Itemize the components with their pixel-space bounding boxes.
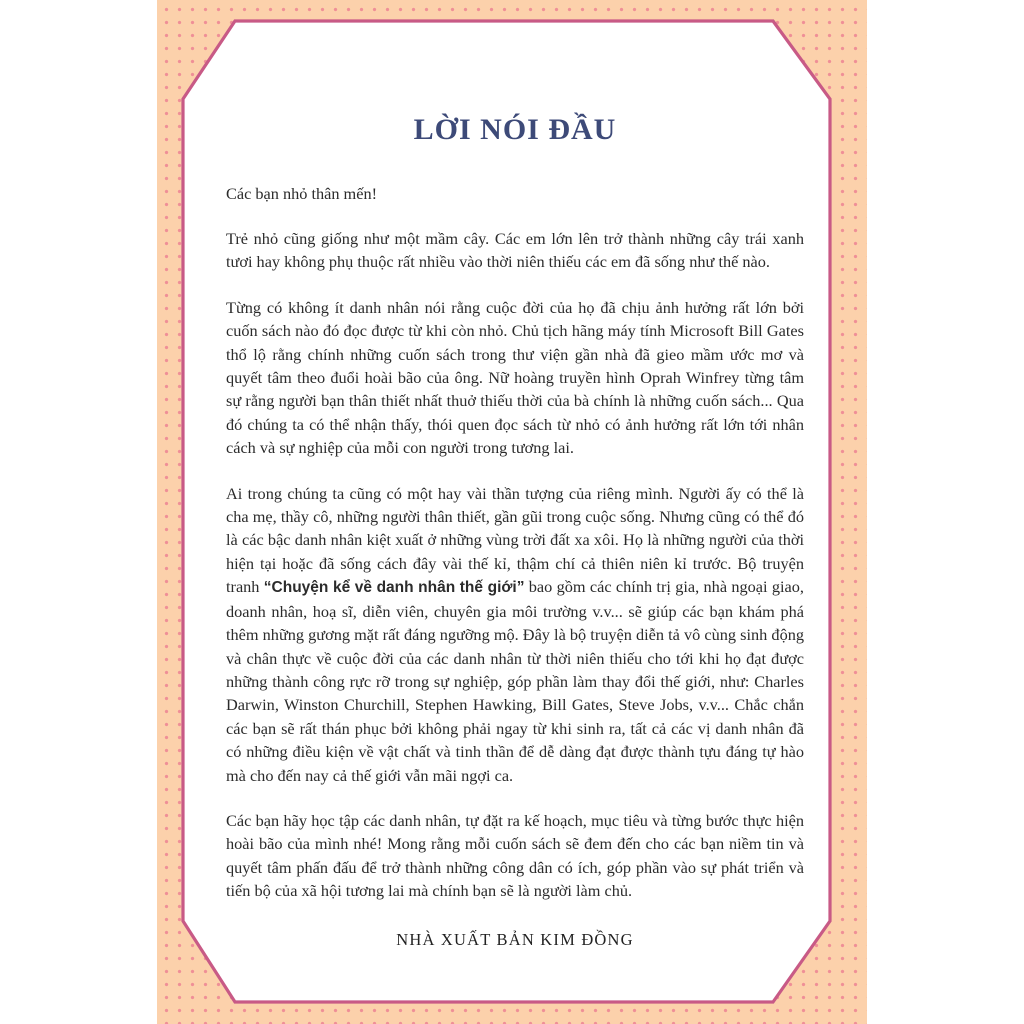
paragraph-1: Trẻ nhỏ cũng giống như một mầm cây. Các em lớn lên trở thành những cây trái xanh tươi hay không phụ thuộc rất nhiều vào thời niên thiếu các em đã sống như thế nào. xyxy=(226,229,804,272)
greeting-line: Các bạn nhỏ thân mến! xyxy=(226,184,378,203)
preface-content xyxy=(226,105,804,950)
paragraph-2: Từng có không ít danh nhân nói rằng cuộc đời của họ đã chịu ảnh hưởng rất lớn bởi cuốn sách nào đó đọc được từ khi còn nhỏ. Chủ tịch hãng máy tính Microsoft Bill Gates thổ lộ rằng chính những cuốn sách trong thư viện gần nhà đã gieo mầm ước mơ và quyết tâm theo đuổi hoài bão của ông. Nữ hoàng truyền hình Oprah Winfrey từng tâm sự rằng người bạn thân thiết nhất thuở thiếu thời của bà chính là những cuốn sách... Qua đó chúng ta có thể nhận thấy, thói quen đọc sách từ nhỏ có ảnh hưởng rất lớn tới nhân cách và sự nghiệp của mỗi con người trong tương lai. xyxy=(226,297,804,458)
paragraph-3-rest: bao gồm các chính trị gia, nhà ngoại giao, doanh nhân, hoạ sĩ, diễn viên, chuyên gia môi trường v.v... sẽ giúp các bạn khám phá thêm những gương mặt rất đáng ngưỡng mộ. Đây là bộ truyện diễn tả vô cùng sinh động và chân thực về cuộc đời của các danh nhân từ thời niên thiếu cho tới khi họ đạt được những thành công rực rỡ trong sự nghiệp, góp phần làm thay đổi thế giới, như: Charles Darwin, Winston Churchill, Stephen Hawking, Bill Gates, Steve Jobs, v.v... Chắc chắn các bạn sẽ rất thán phục bởi không phải ngay từ khi sinh ra, tất cả các vị danh nhân đã có những điều kiện về vật chất và tinh thần để dễ dàng đạt được thành tựu đáng tự hào mà cho đến nay cả thế giới vẫn mãi ngợi ca. xyxy=(226,577,804,785)
series-title: “Chuyện kể về danh nhân thế giới” xyxy=(263,579,525,597)
dotted-page-background xyxy=(157,0,867,1024)
paragraph-3-intro: Ai trong chúng ta cũng có một hay vài thần tượng của riêng mình. Người ấy có thể là cha mẹ, thầy cô, những người thân thiết, gần gũi trong cuộc sống. Nhưng cũng có thể đó là các bậc danh nhân kiệt xuất ở những vùng trời đất xa xôi. Họ là những người của thời hiện tại hoặc đã sống cách đây vài thế kỉ, thậm chí cả thiên niên kỉ trước. Bộ truyện tranh xyxy=(226,483,804,597)
paragraph-3 xyxy=(226,482,804,787)
paragraph-4: Các bạn hãy học tập các danh nhân, tự đặt ra kế hoạch, mục tiêu và từng bước thực hiện hoài bão của mình nhé! Mong rằng mỗi cuốn sách sẽ đem đến cho các bạn niềm tin và quyết tâm phấn đấu để trở thành những công dân có ích, góp phần vào sự phát triển và tiến bộ của xã hội tương lai mà chính bạn sẽ là người làm chủ. xyxy=(226,810,804,901)
page-title: LỜI NÓI ĐẦU xyxy=(413,113,617,146)
publisher-name: NHÀ XUẤT BẢN KIM ĐỒNG xyxy=(396,929,634,949)
